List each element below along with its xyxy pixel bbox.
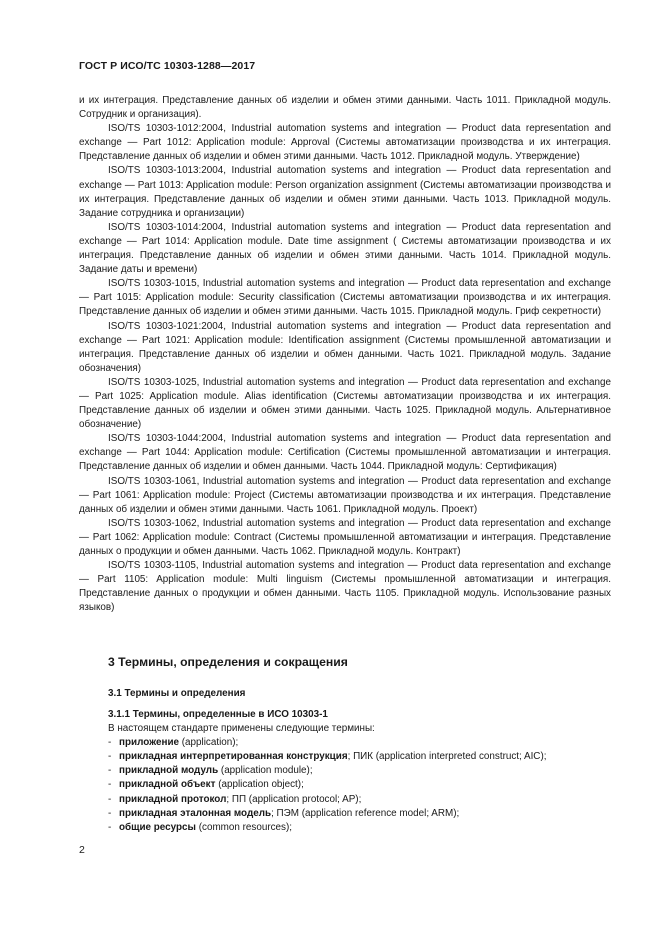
reference-item: ISO/TS 10303-1012:2004, Industrial automation systems and integration — Product data representation and exchange — Part 1012: Application module: Approval (Системы автоматизации производства и их интеграция. Представление данных об изделии и обмен этими данными. Часть 1012. Прикладной модуль. Утверждение)	[79, 123, 611, 163]
term-name: прикладная эталонная модель	[119, 807, 272, 819]
term-item: - прикладной протокол; ПП (application protocol; AP);	[108, 793, 362, 805]
subsubsection-heading: 3.1.1 Термины, определенные в ИСО 10303-1	[108, 709, 328, 720]
term-item: - прикладная интерпретированная конструкция; ПИК (application interpreted construct; AIC);	[108, 751, 547, 763]
term-rest: (common resources);	[195, 821, 293, 833]
page-number: 2	[79, 844, 85, 856]
term-rest: ; ПЭМ (application reference model; ARM);	[271, 807, 460, 819]
reference-item: ISO/TS 10303-1014:2004, Industrial automation systems and integration — Product data representation and exchange — Part 1014: Application module. Date time assignment ( Системы автоматизации производства и их интеграция. Представление данных об изделии и обмен этими данными. Часть 1014. Прикладной модуль. Задание даты и времени)	[79, 221, 611, 276]
subsection-heading: 3.1 Термины и определения	[108, 688, 246, 699]
terms-list	[79, 736, 611, 835]
terms-block	[79, 708, 611, 835]
term-name: прикладной протокол	[119, 793, 227, 805]
reference-item: ISO/TS 10303-1013:2004, Industrial automation systems and integration — Product data representation and exchange — Part 1013: Application module: Person organization assignment (Системы автоматизации производства и их интеграция. Представление данных об изделии и обмен этими данными. Часть 1013. Прикладной модуль. Задание сотрудника и организации)	[79, 165, 611, 219]
reference-item: ISO/TS 10303-1061, Industrial automation systems and integration — Product data representation and exchange — Part 1061: Application module: Project (Системы автоматизации производства и их интеграция. Представление данных об изделии и обмен этими данными. Часть 1061. Прикладной модуль. Проект)	[79, 475, 611, 515]
term-rest: (application);	[179, 737, 239, 749]
term-item: - общие ресурсы (common resources);	[108, 821, 293, 833]
reference-item: ISO/TS 10303-1015, Industrial automation systems and integration — Product data representation and exchange — Part 1015: Application module: Security classification (Системы автоматизации производства и их интеграция. Представление данных об изделии и обмен этими данными. Часть 1015. Прикладной модуль. Гриф секретности)	[79, 278, 611, 318]
term-name: приложение	[119, 737, 180, 749]
normative-references	[79, 94, 611, 615]
term-rest: (application module);	[218, 765, 313, 777]
reference-item: ISO/TS 10303-1105, Industrial automation systems and integration — Product data representation and exchange — Part 1105: Application module: Multi linguism (Системы промышленной автоматизации и интеграция. Представление данных о продукции и обмен данными. Часть 1105. Прикладной модуль. Использование разных языков)	[79, 560, 611, 614]
term-rest: ; ПИК (application interpreted construct; AIC);	[347, 751, 547, 763]
reference-item: ISO/TS 10303-1021:2004, Industrial automation systems and integration — Product data representation and exchange — Part 1021: Application module: Identification assignment (Системы промышленной автоматизации и интеграция. Представление данных об изделии и обмен данными. Часть 1021. Прикладной модуль. Задание обозначения)	[79, 320, 611, 374]
term-rest: (application object);	[215, 779, 304, 791]
reference-item: ISO/TS 10303-1025, Industrial automation systems and integration — Product data representation and exchange — Part 1025: Application module. Alias identification (Системы автоматизации производства и их интеграция. Представление данных об изделии и обмен этими данными. Часть 1025. Прикладной модуль. Альтернативное обозначение)	[79, 376, 611, 431]
document-header: ГОСТ Р ИСО/ТС 10303-1288—2017	[79, 60, 256, 72]
term-name: прикладная интерпретированная конструкция	[119, 751, 348, 763]
term-name: прикладной объект	[119, 779, 216, 791]
terms-intro: В настоящем стандарте применены следующие термины:	[108, 723, 375, 735]
reference-item: ISO/TS 10303-1044:2004, Industrial automation systems and integration — Product data representation and exchange — Part 1044: Application module: Certification (Системы промышленной автоматизации и интеграция. Представление данных об изделии и обмен данными. Часть 1044. Прикладной модуль: Сертификация)	[79, 433, 611, 473]
section-heading: 3 Термины, определения и сокращения	[108, 655, 348, 669]
term-rest: ; ПП (application protocol; AP);	[226, 793, 362, 805]
term-name: прикладной модуль	[119, 765, 219, 777]
term-item: - прикладной модуль (application module);	[108, 765, 313, 777]
term-item: - прикладной объект (application object);	[108, 779, 304, 791]
reference-continuation: и их интеграция. Представление данных об изделии и обмен этими данными. Часть 1011. Прикладной модуль. Сотрудник и организация).	[79, 95, 611, 121]
term-item: - прикладная эталонная модель; ПЭМ (application reference model; ARM);	[108, 807, 460, 819]
term-name: общие ресурсы	[119, 821, 196, 833]
reference-item: ISO/TS 10303-1062, Industrial automation systems and integration — Product data representation and exchange — Part 1062: Application module: Contract (Системы промышленной автоматизации и интеграция. Представление данных о продукции и обмен данными. Часть 1062. Прикладной модуль. Контракт)	[79, 517, 611, 557]
term-item: - приложение (application);	[108, 737, 239, 749]
